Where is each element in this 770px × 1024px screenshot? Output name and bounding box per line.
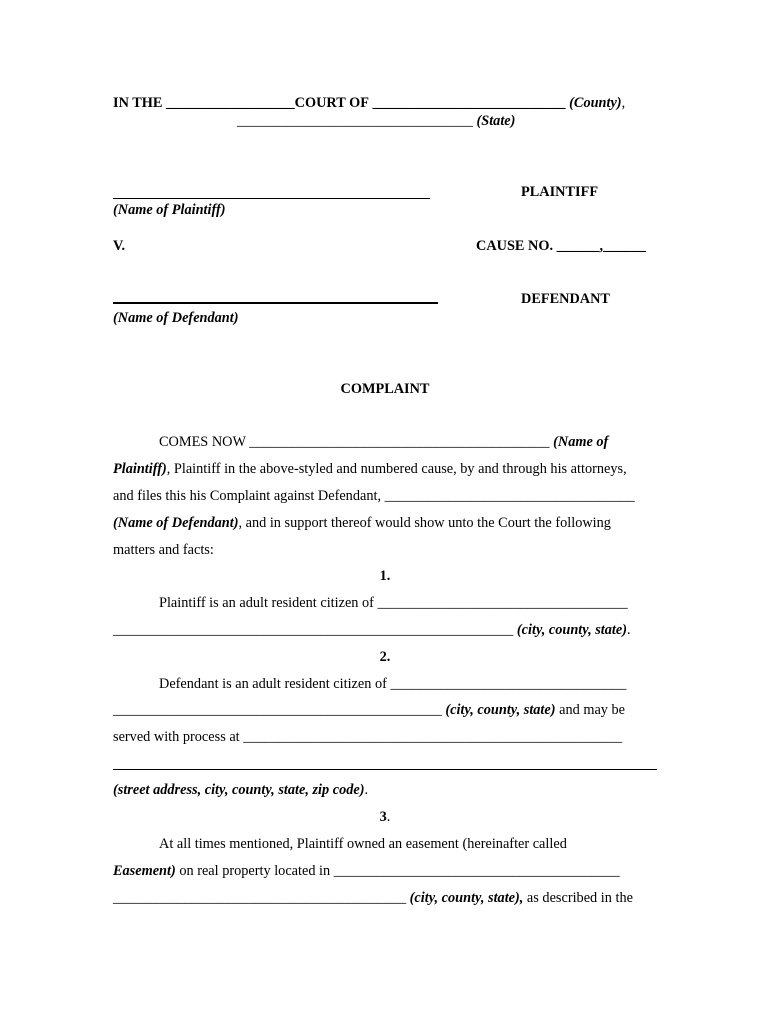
county-hint: (County) <box>569 95 622 111</box>
section-2-period: . <box>364 782 369 798</box>
section-3-number: 3 <box>379 809 387 825</box>
section-3-dot: . <box>386 809 391 825</box>
intro-line4 <box>113 514 611 532</box>
cause-number: CAUSE NO. ______,______ <box>476 238 646 254</box>
plaintiff-name-line <box>113 198 430 199</box>
section-2-line4 <box>113 781 368 799</box>
defendant-name-line <box>113 302 438 304</box>
county-blank: ___________________________ <box>372 95 566 111</box>
section-1-line1: Plaintiff is an adult resident citizen of ___________________________________ <box>159 595 628 611</box>
court-header-line1 <box>113 94 625 112</box>
section-2-address-line <box>113 769 657 770</box>
name-of-plaintiff-hint-b: Plaintiff) <box>113 461 167 477</box>
section-3-line1: At all times mentioned, Plaintiff owned an easement (hereinafter called <box>159 836 567 852</box>
section-2-line2 <box>113 701 625 719</box>
intro-line5: matters and facts: <box>113 542 214 558</box>
section-2-line2-tail: and may be <box>555 702 626 718</box>
defendant-name-hint: (Name of Defendant) <box>113 310 239 326</box>
intro-line4-text: , and in support thereof would show unto the Court the following <box>238 515 611 531</box>
intro-line2 <box>113 460 627 478</box>
court-name-blank: __________________ <box>165 95 295 111</box>
section-1-city-hint: (city, county, state) <box>516 622 628 638</box>
plaintiff-label: PLAINTIFF <box>521 184 599 200</box>
section-2-line1: Defendant is an adult resident citizen of _________________________________ <box>159 676 627 692</box>
section-3-line3 <box>113 889 633 907</box>
section-3-line2-text: on real property located in ________________________________________ <box>175 863 620 879</box>
defendant-label: DEFENDANT <box>521 291 610 307</box>
section-2-number: 2. <box>379 649 391 665</box>
section-1-period: . <box>627 622 631 638</box>
section-1-blank: ________________________________________________________ <box>113 622 514 638</box>
name-of-plaintiff-hint-a: (Name of <box>553 434 609 450</box>
state-blank: _________________________________ <box>237 113 473 129</box>
section-3-blank: _________________________________________ <box>113 890 407 906</box>
comes-now-text: COMES NOW __________________________________________ <box>159 434 550 450</box>
section-1-line2 <box>113 621 631 639</box>
section-2-line3: served with process at _____________________________________________________ <box>113 729 623 745</box>
intro-line3: and files this his Complaint against Defendant, ___________________________________ <box>113 488 635 504</box>
section-3-number-wrap <box>0 808 770 826</box>
section-1-number: 1. <box>379 568 391 584</box>
street-address-hint: (street address, city, county, state, zip code) <box>113 782 365 798</box>
header-comma: , <box>621 95 626 111</box>
name-of-defendant-hint: (Name of Defendant) <box>113 515 239 531</box>
document-title: COMPLAINT <box>340 381 430 397</box>
plaintiff-name-hint: (Name of Plaintiff) <box>113 202 226 218</box>
state-hint: (State) <box>476 113 516 129</box>
court-header-line2 <box>237 112 515 130</box>
in-the-text: IN THE <box>113 95 163 111</box>
section-3-line3-tail: as described in the <box>523 890 633 906</box>
section-2-city-hint: (city, county, state) <box>445 702 556 718</box>
intro-line2-text: , Plaintiff in the above-styled and numbered cause, by and through his attorneys, <box>166 461 627 477</box>
section-3-city-hint: (city, county, state), <box>409 890 524 906</box>
easement-term: Easement) <box>113 863 176 879</box>
section-3-line2 <box>113 862 620 880</box>
versus-text: V. <box>113 238 126 254</box>
section-2-blank: ______________________________________________ <box>113 702 442 718</box>
court-of-text: COURT OF <box>294 95 369 111</box>
intro-line1 <box>159 433 608 451</box>
